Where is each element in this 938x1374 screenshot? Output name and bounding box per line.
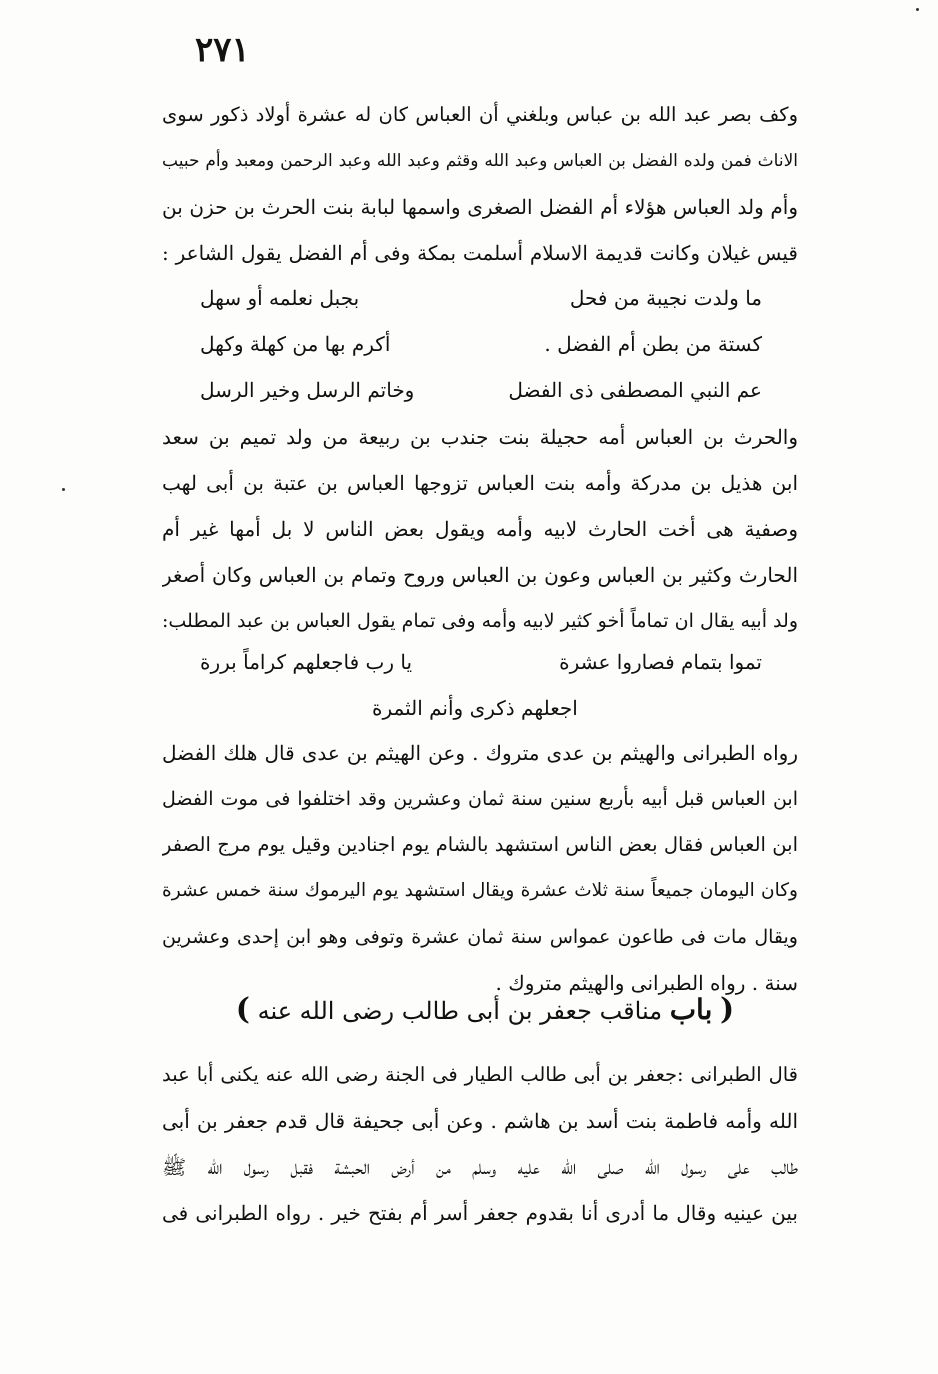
- text-line: سنة . رواه الطبرانى والهيثم متروك .: [495, 971, 798, 995]
- scan-speck: [916, 8, 919, 11]
- verse-second-hemistich: بجبل نعلمه أو سهل: [200, 286, 360, 310]
- poem-verse: [200, 322, 762, 366]
- heading-open-paren: (: [720, 992, 735, 1027]
- heading-close-paren: ): [235, 992, 250, 1027]
- text-line: ابن العباس فقال بعض الناس استشهد بالشام يوم اجنادين وقيل يوم مرج الصفر: [162, 833, 798, 856]
- verse-second-hemistich: يا رب فاجعلهم كراماً بررة: [200, 650, 413, 674]
- page-number: ٢٧١: [195, 30, 250, 70]
- text-line: بين عينيه وقال ما أدرى أنا بقدوم جعفر أسر أم بفتح خير . رواه الطبرانى فى: [162, 1201, 798, 1225]
- chapter-heading: [225, 990, 745, 1031]
- text-line: وكف بصر عبد الله بن عباس وبلغني أن العباس كان له عشرة أولاد ذكور سوى: [162, 103, 798, 126]
- text-line: قال الطبرانى :جعفر بن أبى طالب الطيار فى الجنة رضى الله عنه يكنى أبا عبد: [162, 1063, 798, 1086]
- heading-title: مناقب جعفر بن أبى طالب رضى الله عنه: [257, 997, 663, 1025]
- paragraph-4: [162, 1052, 798, 1236]
- verse-first-hemistich: عم النبي المصطفى ذى الفضل: [508, 378, 762, 402]
- paragraph-2: [162, 414, 798, 644]
- verse-first-hemistich: ما ولدت نجيبة من فحل: [569, 286, 762, 310]
- text-line: الله وأمه فاطمة بنت أسد بن هاشم . وعن أبى جحيفة قال قدم جعفر بن أبى: [162, 1109, 798, 1133]
- text-line: قيس غيلان وكانت قديمة الاسلام أسلمت بمكة وفى أم الفضل يقول الشاعر :: [162, 241, 798, 265]
- poem-verse: [200, 276, 762, 320]
- text-line: وكان اليومان جميعاً سنة ثلاث عشرة ويقال استشهد يوم اليرموك سنة خمس عشرة: [162, 880, 798, 901]
- text-line: طالب على رسول الله صلى الله عليه وسلم من أرض الحبشة فقبل رسول الله ﷺ: [162, 1155, 798, 1179]
- verse-first-hemistich: كستة من بطن أم الفضل .: [544, 332, 762, 356]
- poem-verse: [200, 368, 762, 412]
- verse-first-hemistich: تموا بتمام فصاروا عشرة: [559, 650, 762, 674]
- text-line: وأم ولد العباس هؤلاء أم الفضل الصغرى واسمها لبابة بنت الحرث بن حزن بن: [162, 195, 798, 219]
- text-line: ابن العباس قبل أبيه بأربع سنين سنة ثمان وعشرين وقد اختلفوا فى موت الفضل: [162, 788, 798, 810]
- heading-bab-label: باب: [669, 993, 713, 1026]
- text-line: رواه الطبرانى والهيثم بن عدى متروك . وعن الهيثم بن عدى قال هلك الفضل: [162, 741, 798, 765]
- text-line: ابن هذيل بن مدركة وأمه بنت العباس تزوجها العباس بن عتبة بن أبى لهب: [162, 471, 798, 495]
- verse-second-hemistich: أكرم بها من كهلة وكهل: [200, 332, 391, 356]
- paragraph-3: [162, 730, 798, 1006]
- text-line: الحارث وكثير بن العباس وعون بن العباس وروح وتمام بن العباس وكان أصغر: [162, 563, 798, 587]
- text-line: والحرث بن العباس أمه حجيلة بنت جندب بن ربيعة من ولد تميم بن سعد: [162, 425, 798, 449]
- poem-verse: [200, 640, 762, 684]
- scan-speck: [62, 488, 65, 491]
- text-line: ولد أبيه يقال ان تماماً أخو كثير لابيه وأمه وفى تمام يقول العباس بن عبد المطلب:: [162, 610, 798, 632]
- text-line: وصفية هى أخت الحارث لابيه وأمه ويقول بعض الناس لا بل أمها غير أم: [162, 517, 798, 541]
- verse-second-hemistich: وخاتم الرسل وخير الرسل: [200, 378, 415, 402]
- paragraph-1: [162, 92, 798, 276]
- text-line: الاناث فمن ولده الفضل بن العباس وعبد الله وقثم وعبد الله وعبد الرحمن ومعبد وأم حبيب: [162, 151, 798, 171]
- text-line: ويقال مات فى طاعون عمواس سنة ثمان عشرة وتوفى وهو ابن إحدى وعشرين: [162, 926, 798, 948]
- poem-closing-line: اجعلهم ذكرى وأنم الثمرة: [372, 696, 578, 720]
